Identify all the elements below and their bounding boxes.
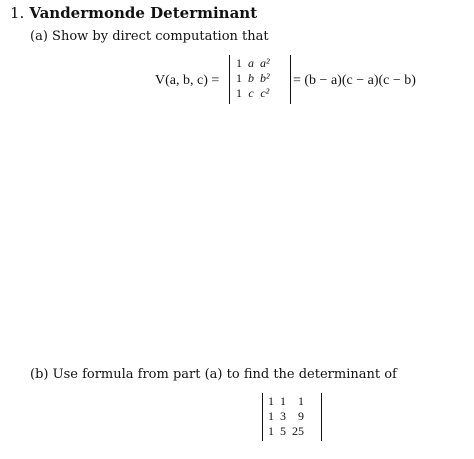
vandermonde-rhs: = (b − a)(c − a)(c − b) (293, 73, 416, 88)
problem-heading: Vandermonde Determinant (29, 4, 258, 22)
problem-title (10, 4, 257, 22)
part-a-text: Show by direct computation that (52, 29, 269, 44)
part-b-prompt (30, 367, 397, 382)
matrix-cell: 1 (236, 86, 242, 100)
vandermonde-matrix (229, 55, 291, 104)
part-b-label: (b) (30, 367, 49, 382)
matrix-cell: 5 (280, 424, 286, 438)
matrix-cell: 1 (236, 56, 242, 70)
vandermonde-lhs: V(a, b, c) = (155, 73, 220, 88)
matrix-cell: 25 (292, 424, 304, 438)
matrix-cell: 1 (268, 394, 274, 408)
matrix-row (265, 394, 307, 409)
matrix-cell: 1 (298, 394, 304, 408)
part-a-label: (a) (30, 29, 48, 44)
matrix-cell: a (248, 56, 254, 70)
matrix-cell: c² (260, 86, 270, 100)
matrix-row (265, 409, 307, 424)
matrix-row (233, 86, 273, 101)
part-a-prompt (30, 29, 269, 44)
matrix-cell: c (248, 86, 254, 100)
matrix-cell: 1 (280, 394, 286, 408)
matrix-row (233, 71, 273, 86)
matrix-cell: b² (260, 71, 270, 85)
matrix-cell: a² (260, 56, 270, 70)
matrix-cell: 1 (268, 409, 274, 423)
matrix-row (265, 424, 307, 439)
part-b-text: Use formula from part (a) to find the determinant of (52, 367, 397, 382)
matrix-row (233, 56, 273, 71)
problem-number: 1. (10, 4, 25, 22)
matrix-cell: 9 (298, 409, 304, 423)
matrix-cell: 1 (236, 71, 242, 85)
matrix-cell: b (248, 71, 254, 85)
matrix-cell: 1 (268, 424, 274, 438)
matrix-cell: 3 (280, 409, 286, 423)
numeric-matrix (262, 393, 322, 441)
